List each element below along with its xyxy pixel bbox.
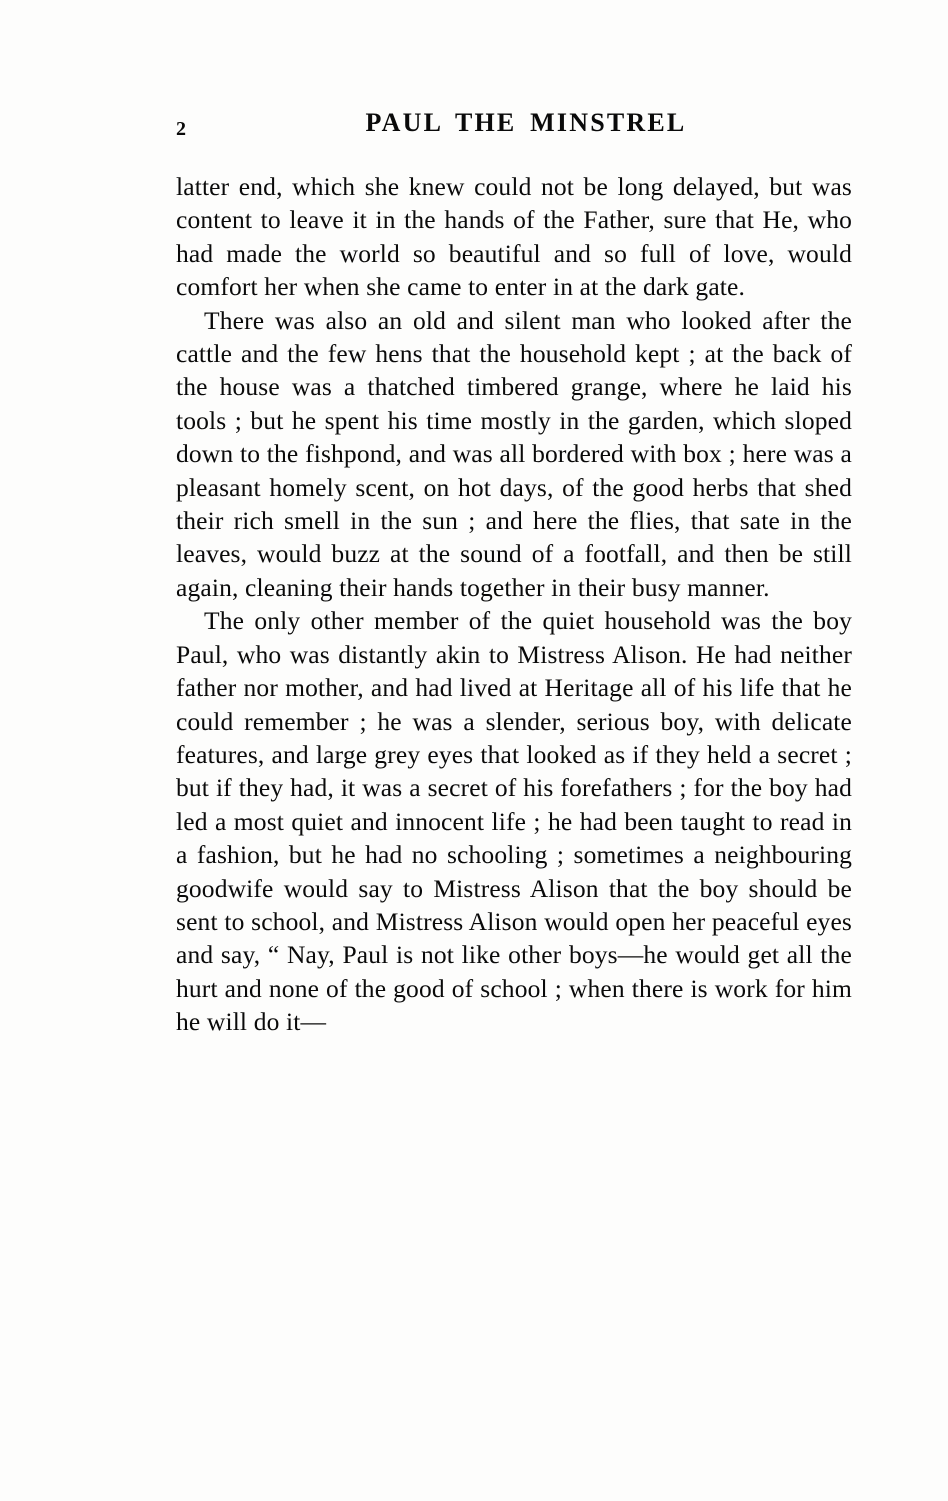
paragraph: latter end, which she knew could not be long delayed, but was content to leave it in the hands of the Father, sure that He, who had made the world so beautiful and so full of love, would comfort her when she came to enter in at the dark gate. [176, 172, 852, 302]
body-text [176, 170, 852, 1039]
paragraph: There was also an old and silent man who looked after the cattle and the few hens that the household kept ; at the back of the house was a thatched timbered grange, where he laid his tools ; but he spent his time mostly in the garden, which sloped down to the fishpond, and was all bordered with box ; here was a pleasant homely scent, on hot days, of the good herbs that shed their rich smell in the sun ; and here the flies, that sate in the leaves, would buzz at the sound of a footfall, and then be still again, cleaning their hands together in their busy manner. [176, 305, 852, 602]
paragraph: The only other member of the quiet household was the boy Paul, who was distantly akin to Mistress Alison. He had neither father nor mother, and had lived at Heritage all of his life that he could remember ; he was a slender, serious boy, with delicate features, and large grey eyes that looked as if they held a secret ; but if they had, it was a secret of his forefathers ; for the boy had led a most quiet and innocent life ; he had been taught to read in a fashion, but he had no schooling ; sometimes a neighbouring goodwife would say to Mistress Alison that the boy should be sent to school, and Mistress Alison would open her peaceful eyes and say, “ Nay, Paul is not like other boys—he would get all the hurt and none of the good of school ; when there is work for him he will do it— [176, 606, 852, 1037]
page-number: 2 [176, 118, 187, 140]
page-header [176, 108, 848, 148]
running-title: PAUL THE MINSTREL [365, 108, 687, 137]
